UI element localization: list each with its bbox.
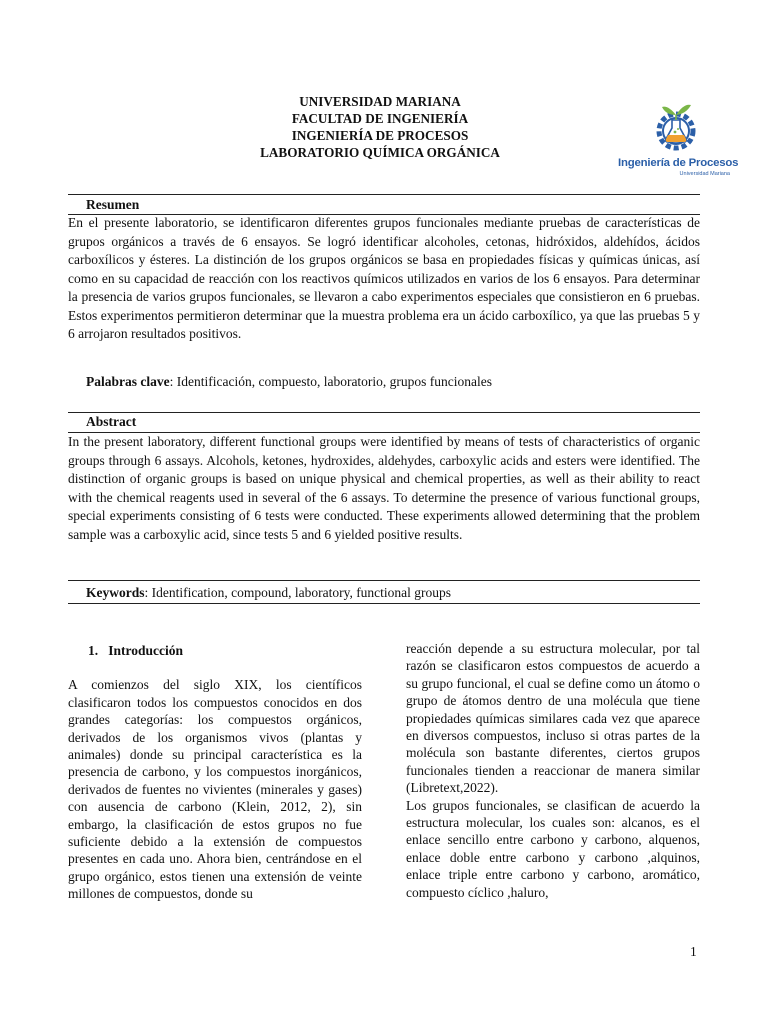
lab-name: LABORATORIO QUÍMICA ORGÁNICA	[260, 145, 500, 160]
keywords-bottom-rule	[68, 603, 700, 604]
palabras-clave-text: : Identificación, compuesto, laboratorio, grupos funcionales	[169, 374, 493, 389]
university-name: UNIVERSIDAD MARIANA	[299, 94, 461, 109]
institution-header	[190, 93, 570, 161]
introduccion-heading: 1. Introducción	[88, 643, 184, 658]
introduccion-paragraph-1: A comienzos del siglo XIX, los científicos clasificaron todos los compuestos conocidos en dos grandes categorías: los compuestos orgánicos, derivados de los organismos vivos (plantas y animales) donde su principal característica es la presencia de carbono, y los compuestos inorgánicos, derivados de fuentes no vivientes (minerales y gases) con ausencia de carbono (Klein, 2012, 2), sin embargo, la clasificación de estos grupos no fue suficiente debido a la extensión de compuestos presentes en cada uno. Ahora bien, centrándose en el grupo orgánico, estos tienen una extensión de veinte millones de compuestos, donde su	[68, 677, 362, 902]
program-logo	[618, 101, 738, 181]
keywords-text: : Identification, compound, laboratory, functional groups	[144, 585, 452, 600]
introduccion-paragraph-2: reacción depende a su estructura molecular, por tal razón se clasificaron estos compuestos de acuerdo a su grupo funcional, el cual se define como un átomo o grupo de átomos dentro de una molécula que tiene propiedades químicas similares cada vez que aparece en diversos compuestos, incluso si otras partes de la molécula son bastante diferentes, ciertos grupos funcionales tienden a reaccionar de manera similar (Libretext,2022).	[406, 641, 700, 796]
program-name: INGENIERÍA DE PROCESOS	[291, 128, 469, 143]
resumen-top-rule	[68, 194, 700, 195]
logo-title: Ingeniería de Procesos	[618, 157, 739, 169]
logo-subtitle: Universidad Mariana	[679, 171, 730, 177]
resumen-text: En el presente laboratorio, se identificaron diferentes grupos funcionales mediante pruebas de características de grupos orgánicos a través de 6 ensayos. Se logró identificar alcoholes, cetonas, hidróxidos, aldehídos, ácidos carboxílicos y ésteres. La distinción de los grupos orgánicos se basa en propiedades físicas y químicas únicas, así como en su capacidad de reacción con los reactivos químicos utilizados en varios de los 6 ensayos. Para determinar la presencia de varios grupos funcionales, se llevaron a cabo experimentos especiales que consistieron en 6 pruebas. Estos experimentos permitieron determinar que la muestra problema era un ácido carboxílico, ya que las pruebas 5 y 6 arrojaron resultados positivos.	[68, 215, 700, 341]
abstract-text: In the present laboratory, different functional groups were identified by means of tests of characteristics of organic groups through 6 assays. Alcohols, ketones, hydroxides, aldehydes, carboxylic acids and esters were identified. The distinction of organic groups is based on unique physical and chemical properties, as well as their ability to react with the chemical reagents used in several of the 6 assays. To determine the presence of various functional groups, special experiments consisting of 6 tests were conducted. These experiments allowed determining that the problem sample was a carboxylic acid, since tests 5 and 6 yielded positive results.	[68, 434, 700, 542]
palabras-clave-label: Palabras clave	[86, 374, 170, 389]
palabras-clave-line	[86, 374, 492, 390]
page-number: 1	[690, 944, 697, 959]
introduccion-paragraph-3: Los grupos funcionales, se clasifican de acuerdo la estructura molecular, los cuales son: alcanos, es el enlace sencillo entre carbono y carbono, alquenos, enlace doble entre carbono y carbono ,alquinos, enlace triple entre carbono y carbono, aromático, compuesto cíclico ,haluro,	[406, 797, 700, 900]
abstract-top-rule	[68, 412, 700, 413]
abstract-heading: Abstract	[86, 414, 137, 429]
flask-gear-logo-icon	[618, 101, 738, 157]
keywords-line	[86, 585, 451, 601]
keywords-label: Keywords	[86, 585, 145, 600]
resumen-heading: Resumen	[86, 197, 140, 212]
left-column	[68, 640, 362, 903]
keywords-top-rule	[68, 580, 700, 581]
right-column	[406, 640, 700, 901]
faculty-name: FACULTAD DE INGENIERÍA	[291, 111, 469, 126]
